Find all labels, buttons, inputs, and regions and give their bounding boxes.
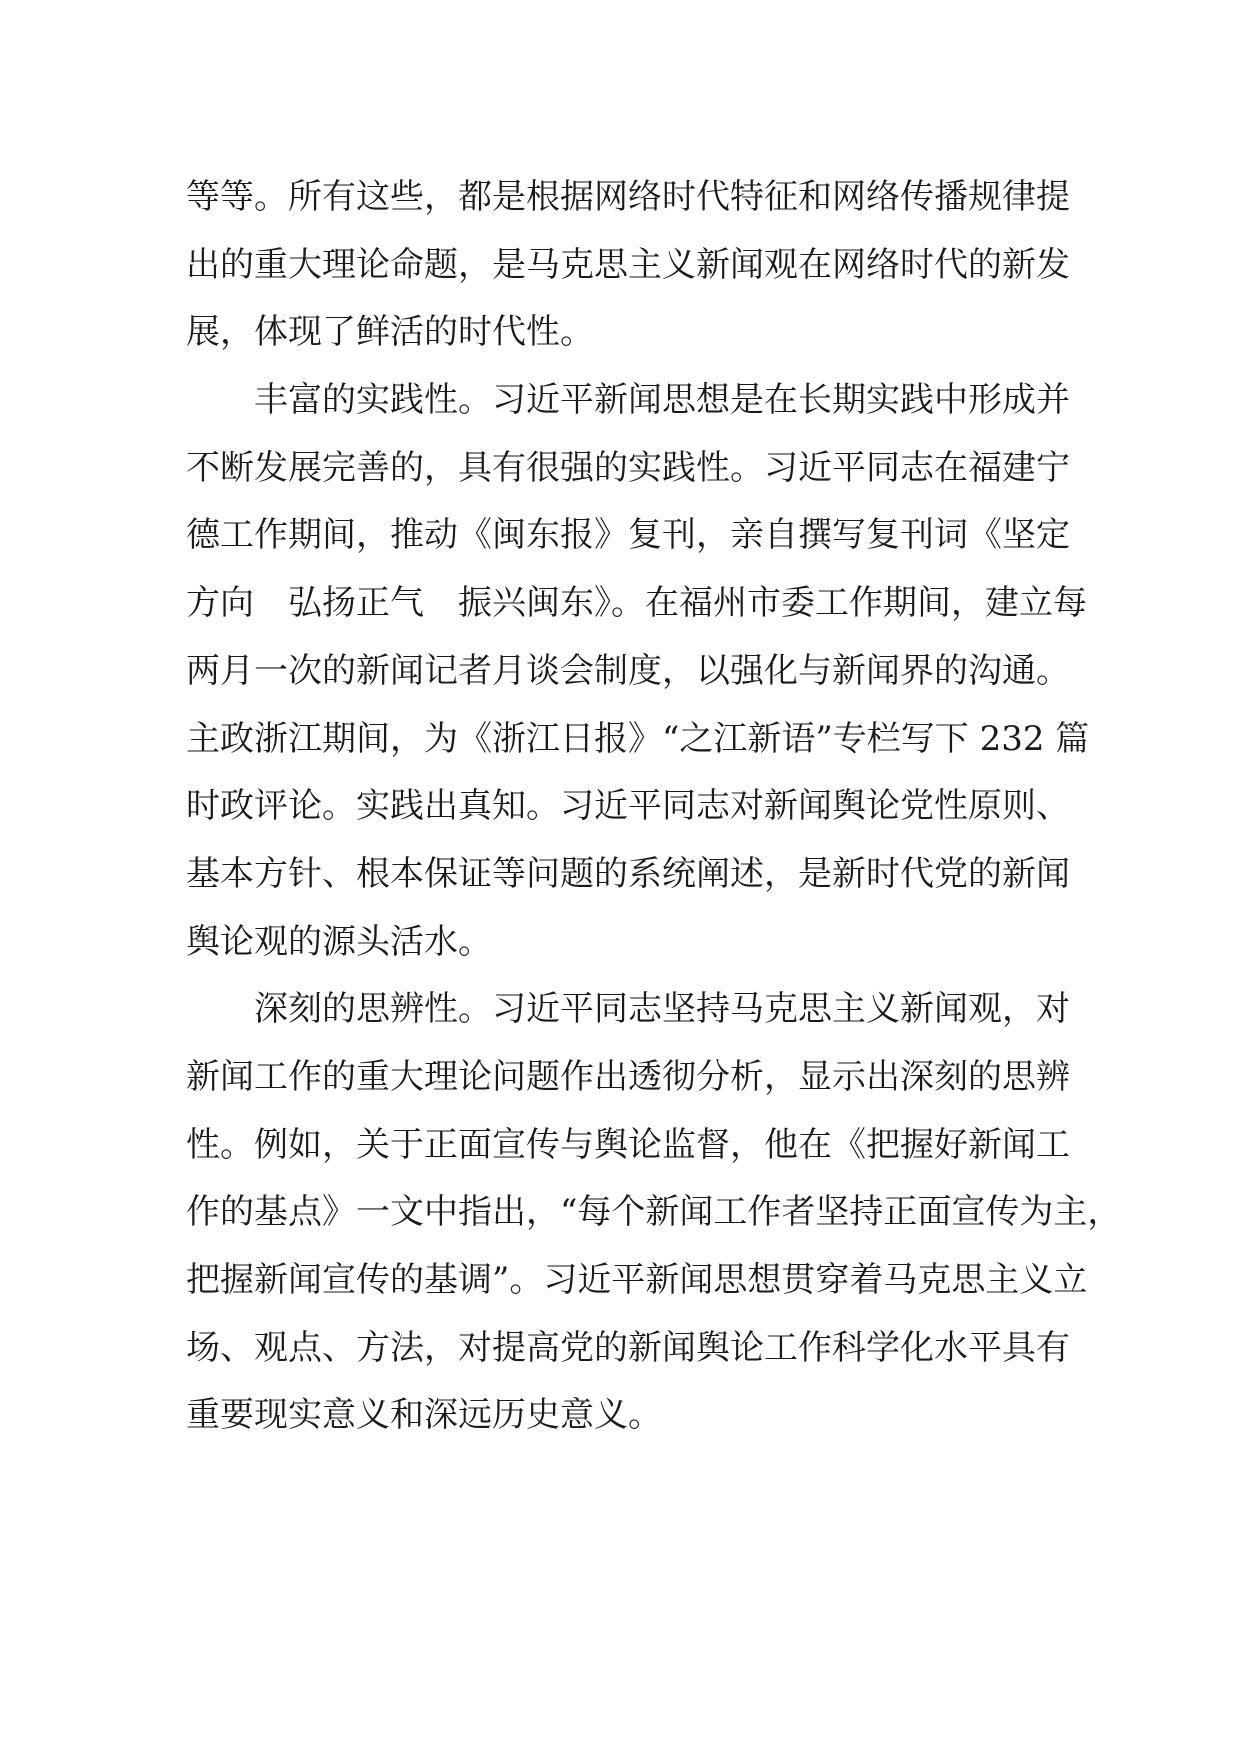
text-line: 重要现实意义和深远历史意义。 <box>186 1395 662 1436</box>
text-line: 出的重大理论命题，是马克思主义新闻观在网络时代的新发 <box>186 244 1070 285</box>
text-line: 展，体现了鲜活的时代性。 <box>186 312 594 353</box>
text-line: 场、观点、方法，对提高党的新闻舆论工作科学化水平具有 <box>186 1327 1070 1368</box>
paragraph-start-line: 深刻的思辨性。习近平同志坚持马克思主义新闻观，对 <box>254 989 1070 1030</box>
text-line: 新闻工作的重大理论问题作出透彻分析，显示出深刻的思辨 <box>186 1056 1070 1097</box>
text-line: 方向 弘扬正气 振兴闽东》。在福州市委工作期间，建立每 <box>186 583 1087 624</box>
text-line: 等等。所有这些，都是根据网络时代特征和网络传播规律提 <box>186 177 1070 217</box>
text-line: 不断发展完善的，具有很强的实践性。习近平同志在福建宁 <box>186 447 1070 488</box>
text-line: 作的基点》一文中指出，“每个新闻工作者坚持正面宣传为主， <box>186 1192 1122 1233</box>
text-line: 德工作期间，推动《闽东报》复刊，亲自撰写复刊词《坚定 <box>186 515 1070 556</box>
text-line: 基本方针、根本保证等问题的系统阐述，是新时代党的新闻 <box>186 853 1070 894</box>
text-line: 时政评论。实践出真知。习近平同志对新闻舆论党性原则、 <box>186 786 1070 827</box>
text-line: 舆论观的源头活水。 <box>186 921 492 962</box>
text-line: 性。例如，关于正面宣传与舆论监督，他在《把握好新闻工 <box>186 1124 1070 1165</box>
paragraph-start-line: 丰富的实践性。习近平新闻思想是在长期实践中形成并 <box>254 380 1070 421</box>
body-text <box>186 164 1122 1450</box>
text-line: 两月一次的新闻记者月谈会制度，以强化与新闻界的沟通。 <box>186 650 1070 691</box>
text-line: 把握新闻宣传的基调”。习近平新闻思想贯穿着马克思主义立 <box>186 1260 1088 1300</box>
text-line: 主政浙江期间，为《浙江日报》“之江新语”专栏写下 232 篇 <box>186 718 1090 759</box>
